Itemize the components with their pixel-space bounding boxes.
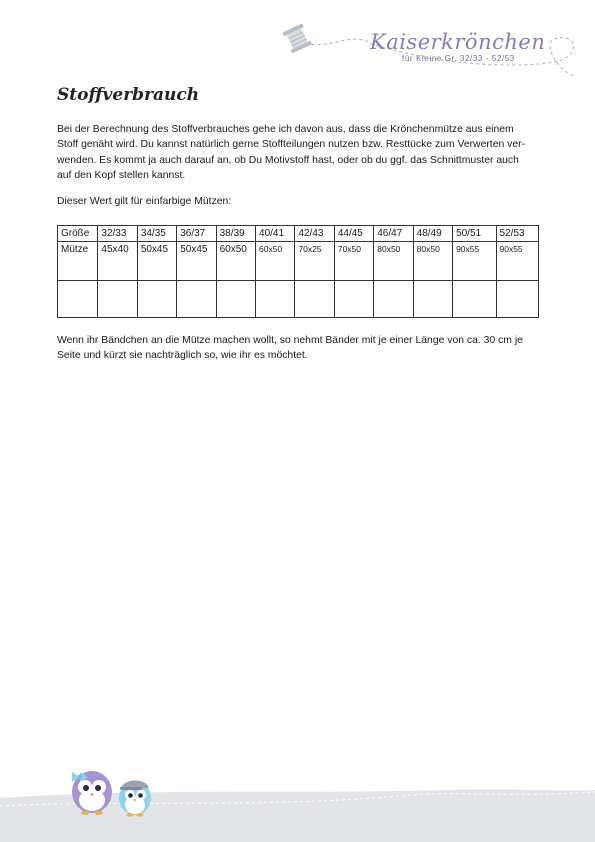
intro-paragraph xyxy=(57,122,540,183)
brand-title: Kaiserkrönchen xyxy=(370,30,546,54)
table-header-cell: 42/43 xyxy=(295,226,334,242)
table-cell-empty xyxy=(453,281,496,318)
table-header-row xyxy=(58,226,539,242)
table-header-cell: 46/47 xyxy=(374,226,413,242)
brand-subtitle: für Kleine Gr. 32/33 - 52/53 xyxy=(402,54,515,63)
table-header-cell: 40/41 xyxy=(256,226,295,242)
ribbon-line: Seite und kürzt sie nachträglich so, wie ihr es möchtet. xyxy=(57,350,308,362)
table-row xyxy=(58,242,539,281)
intro-line: auf den Kopf stellen kannst. xyxy=(57,169,186,181)
table-cell-empty xyxy=(413,281,452,318)
table-cell: 60x50 xyxy=(216,242,255,281)
fabric-usage-table xyxy=(57,225,539,318)
intro-line: wenden. Es kommt ja auch darauf an, ob Du Motivstoff hast, oder ob du ggf. das Schnittmuster auch xyxy=(57,154,519,166)
table-cell: 70x25 xyxy=(295,242,334,281)
table-header-cell: 38/39 xyxy=(216,226,255,242)
table-cell-empty xyxy=(334,281,373,318)
table-cell: 90x55 xyxy=(496,242,539,281)
table-cell: 90x55 xyxy=(453,242,496,281)
table-cell: 80x50 xyxy=(374,242,413,281)
table-header-cell: 36/37 xyxy=(177,226,216,242)
single-color-note: Dieser Wert gilt für einfarbige Mützen: xyxy=(57,196,232,207)
ribbon-line: Wenn ihr Bändchen an die Mütze machen wollt, so nehmt Bänder mit je einer Länge von ca. 30 cm je xyxy=(57,335,523,346)
table-header-cell: 34/35 xyxy=(137,226,176,242)
table-header-cell: Größe xyxy=(58,226,98,242)
intro-line: Stoff genäht wird. Du kannst natürlich gerne Stoffteilungen nutzen bzw. Resttücke zum Verwerten ver- xyxy=(57,139,526,151)
table-header-cell: 32/33 xyxy=(98,226,137,242)
table-cell-empty xyxy=(177,281,216,318)
table-cell-empty xyxy=(58,281,98,318)
table-cell-empty xyxy=(216,281,255,318)
table-cell: 50x45 xyxy=(177,242,216,281)
table-cell: 80x50 xyxy=(413,242,452,281)
table-cell-empty xyxy=(256,281,295,318)
table-header-cell: 48/49 xyxy=(413,226,452,242)
table-cell-empty xyxy=(137,281,176,318)
table-cell: 45x40 xyxy=(98,242,137,281)
table-cell-empty xyxy=(295,281,334,318)
ribbon-paragraph xyxy=(57,333,540,364)
table-header-cell: 52/53 xyxy=(496,226,539,242)
page-header xyxy=(0,0,595,90)
table-cell-empty xyxy=(374,281,413,318)
table-cell: 50x45 xyxy=(137,242,176,281)
table-cell: 70x50 xyxy=(334,242,373,281)
table-row-empty xyxy=(58,281,539,318)
section-title: Stoffverbrauch xyxy=(57,85,200,105)
footer-decoration xyxy=(0,770,595,842)
thread-spool-icon xyxy=(282,23,312,53)
table-header-cell: 44/45 xyxy=(334,226,373,242)
table-cell-empty xyxy=(98,281,137,318)
table-row-label: Mütze xyxy=(58,242,98,281)
table-cell: 60x50 xyxy=(256,242,295,281)
page-footer xyxy=(0,770,595,842)
table-cell-empty xyxy=(496,281,539,318)
table-header-cell: 50/51 xyxy=(453,226,496,242)
intro-line: Bei der Berechnung des Stoffverbrauches gehe ich davon aus, dass die Krönchenmütze aus einem xyxy=(57,124,514,135)
